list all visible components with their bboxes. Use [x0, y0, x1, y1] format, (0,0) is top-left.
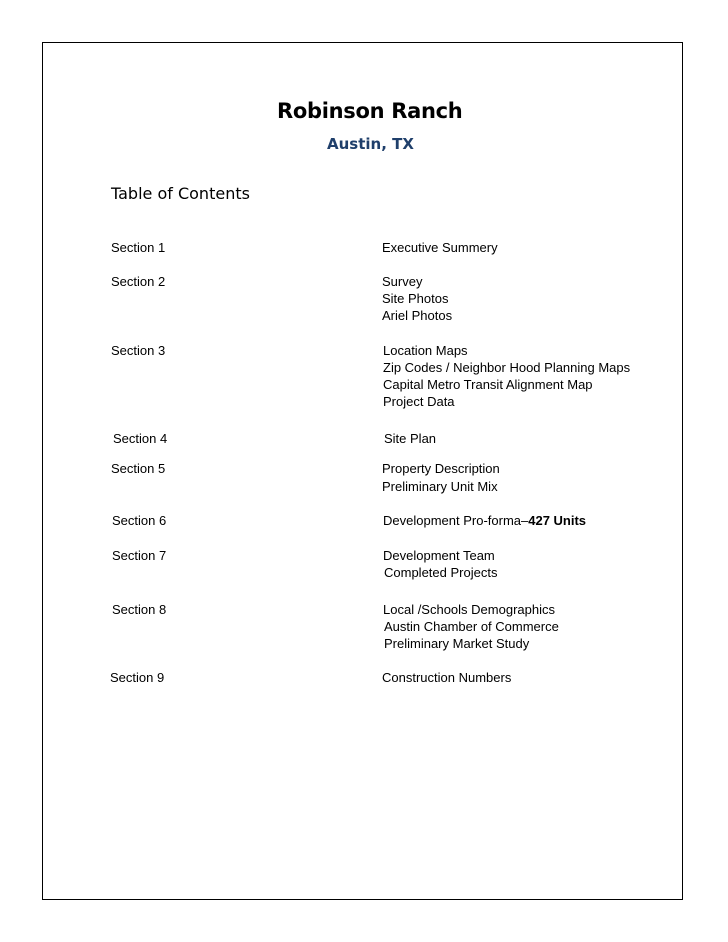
toc-item	[383, 512, 586, 529]
section-items	[382, 460, 500, 495]
section-label: Section 7	[112, 548, 167, 563]
toc-item: Property Description	[382, 461, 500, 476]
section-label: Section 8	[112, 602, 167, 617]
section-items	[383, 512, 586, 529]
section-items	[383, 342, 630, 410]
toc-item: Location Maps	[383, 343, 468, 358]
toc-item: Site Plan	[384, 431, 437, 446]
section-items	[382, 273, 452, 324]
toc-item: Preliminary Market Study	[384, 636, 530, 651]
section-label: Section 1	[111, 240, 166, 255]
section-label: Section 4	[113, 431, 168, 446]
section-label: Section 6	[112, 513, 167, 528]
toc-item: Preliminary Unit Mix	[382, 479, 498, 494]
toc-item: Local /Schools Demographics	[383, 602, 555, 617]
toc-item: Executive Summery	[382, 240, 498, 255]
section-items	[382, 239, 498, 256]
toc-item: Survey	[382, 274, 423, 289]
section-label: Section 5	[111, 461, 166, 476]
toc-item: Capital Metro Transit Alignment Map	[383, 377, 593, 392]
section-items	[384, 430, 436, 447]
section-items	[383, 601, 559, 652]
unit-count: 427 Units	[528, 513, 587, 528]
section-label: Section 3	[111, 343, 166, 358]
section-items	[382, 669, 511, 686]
toc-item: Austin Chamber of Commerce	[384, 619, 559, 634]
toc-item: Completed Projects	[384, 565, 498, 580]
section-label: Section 9	[110, 670, 165, 685]
toc-heading: Table of Contents	[111, 184, 250, 203]
document-title: Robinson Ranch	[277, 99, 463, 123]
toc-item: Construction Numbers	[382, 670, 512, 685]
section-label: Section 2	[111, 274, 166, 289]
toc-item: Site Photos	[382, 291, 449, 306]
section-items	[383, 547, 497, 581]
toc-item: Zip Codes / Neighbor Hood Planning Maps	[383, 360, 631, 375]
document-subtitle: Austin, TX	[327, 135, 414, 153]
toc-item: Project Data	[383, 394, 455, 409]
toc-item: Ariel Photos	[382, 308, 453, 323]
toc-item: Development Team	[383, 548, 495, 563]
toc-item-text: Development Pro-forma–	[383, 513, 529, 528]
